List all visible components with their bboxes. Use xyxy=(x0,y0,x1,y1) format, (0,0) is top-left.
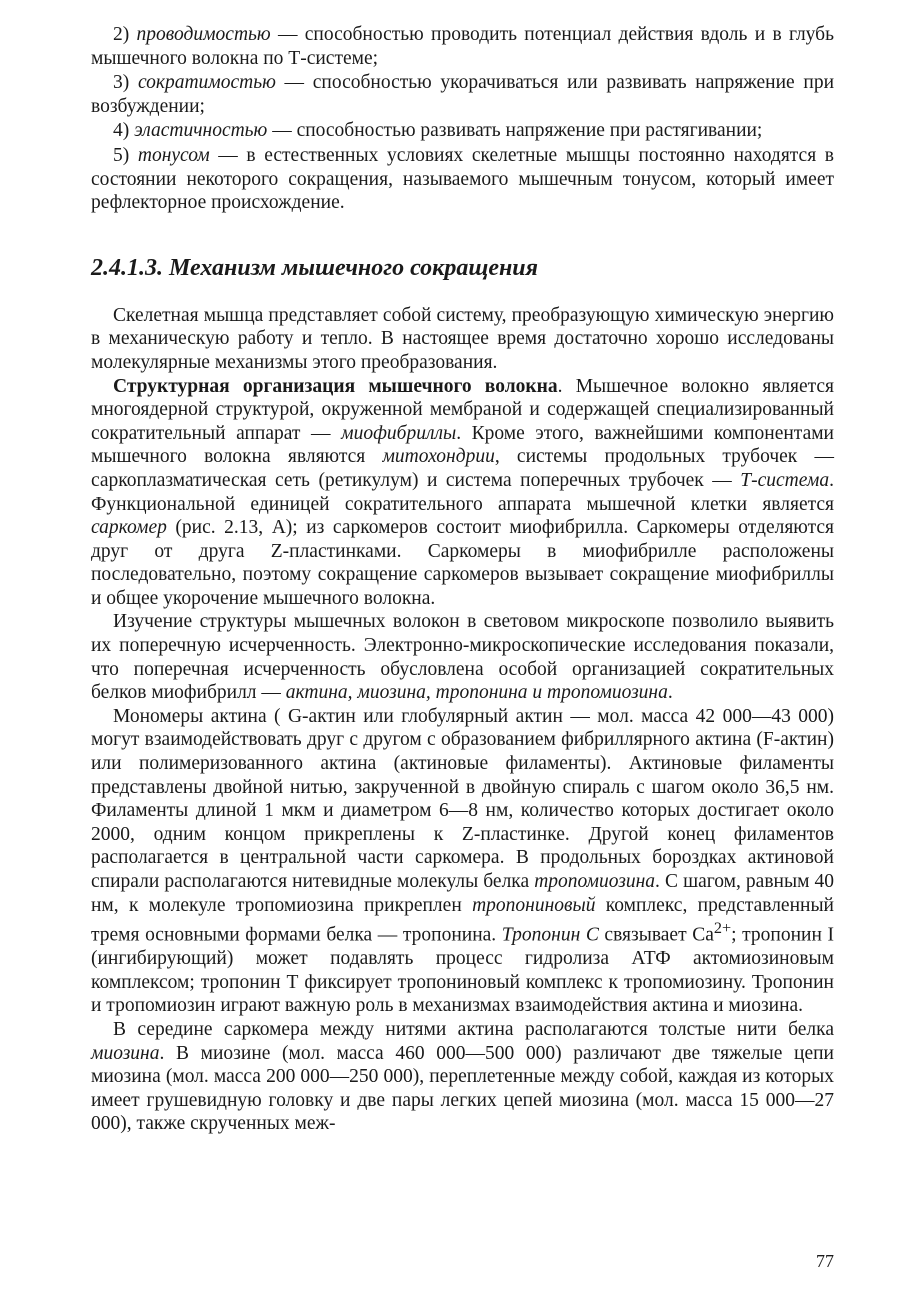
page-number: 77 xyxy=(816,1251,834,1271)
list-term: эластичностью xyxy=(134,120,268,142)
list-item: 4) эластичностью — способностью развивать напряжение при растягивании; xyxy=(113,120,763,142)
bold-lead: Структурная организация мышечного волокна xyxy=(113,375,558,397)
list-item: 3) сократимостью — способностью укорачиваться или развивать напряжение при возбуждении; xyxy=(91,72,834,117)
properties-list xyxy=(91,23,834,215)
paragraph-actin: Мономеры актина ( G-актин или глобулярный актин — мол. масса 42 000—43 000) могут взаимодействовать друг с другом с образованием фибриллярного актина (F-актин) или полимеризованного актина (актиновые филаменты). Актиновые филаменты представлены двойной нитью, закрученной в двойную спираль с шагом около 36,5 нм. Филаменты длиной 1 мкм и диаметром 6—8 нм, количество которых достигает около 2000, одним концом прикреплены к Z-пластинке. Другой конец филаментов располагается в центральной части саркомера. В продольных бороздках актиновой спирали располагаются нитевидные молекулы белка тропомиозина. С шагом, равным 40 нм, к молекуле тропомиозина прикреплен тропониновый комплекс, представленный тремя основными формами белка — тропонина. Тропонин С связывает $Ca^{2+}$; тропонин I (ингибирующий) может подавлять процесс гидролиза АТФ актомиозиновым комплексом; тропонин Т фиксирует тропониновый комплекс к тропомиозину. Тропонин и тропомиозин играют важную роль в механизмах взаимодействия актина и миозина. xyxy=(91,705,835,1017)
paragraph-striation: Изучение структуры мышечных волокон в световом микроскопе позволило выявить их поперечную исчерченность. Электронно-микроскопические исследования показали, что поперечная исчерченность обусловлена особой организацией сократительных белков миофибрилл — актина, миозина, тропонина и тропомиозина. xyxy=(91,611,834,704)
paragraph-structure: Структурная организация мышечного волокна. Мышечное волокно является многоядерной структурой, окруженной мембраной и содержащей специализированный сократительный аппарат — миофибриллы. Кроме этого, важнейшими компонентами мышечного волокна являются митохондрии, системы продольных трубочек — саркоплазматическая сеть (ретикулум) и система поперечных трубочек — Т-система. Функциональной единицей сократительного аппарата мышечной клетки является саркомер (рис. 2.13, А); из саркомеров состоит миофибрилла. Саркомеры отделяются друг от друга Z-пластинками. Саркомеры в миофибрилле расположены последовательно, поэтому сокращение саркомеров вызывает сокращение миофибриллы и общее укорочение мышечного волокна. xyxy=(91,375,834,609)
paragraph-intro: Скелетная мышца представляет собой систему, преобразующую химическую энергию в механическую работу и тепло. В настоящее время достаточно хорошо исследованы молекулярные механизмы этого преобразования. xyxy=(91,304,834,373)
list-item: 2) проводимостью — способностью проводить потенциал действия вдоль и в глубь мышечного волокна по Т-системе; xyxy=(91,24,834,69)
paragraph-myosin: В середине саркомера между нитями актина располагаются толстые нити белка миозина. В миозине (мол. масса 460 000—500 000) различают две тяжелые цепи миозина (мол. масса 200 000—250 000), переплетенные между собой, каждая из которых имеет грушевидную головку и две пары легких цепей миозина (мол. масса 15 000—27 000), также скрученных меж- xyxy=(91,1019,834,1135)
section-heading: 2.4.1.3. Механизм мышечного сокращения xyxy=(91,254,538,281)
ion-charge: 2+ xyxy=(713,919,732,938)
list-term: проводимостью xyxy=(136,24,271,45)
list-term: тонусом xyxy=(137,144,210,166)
list-item: 5) тонусом — в естественных условиях скелетные мышцы постоянно находятся в состоянии некоторого сокращения, называемого мышечным тонусом, который имеет рефлекторное происхождение. xyxy=(91,144,835,214)
list-term: сократимостью xyxy=(137,72,276,94)
